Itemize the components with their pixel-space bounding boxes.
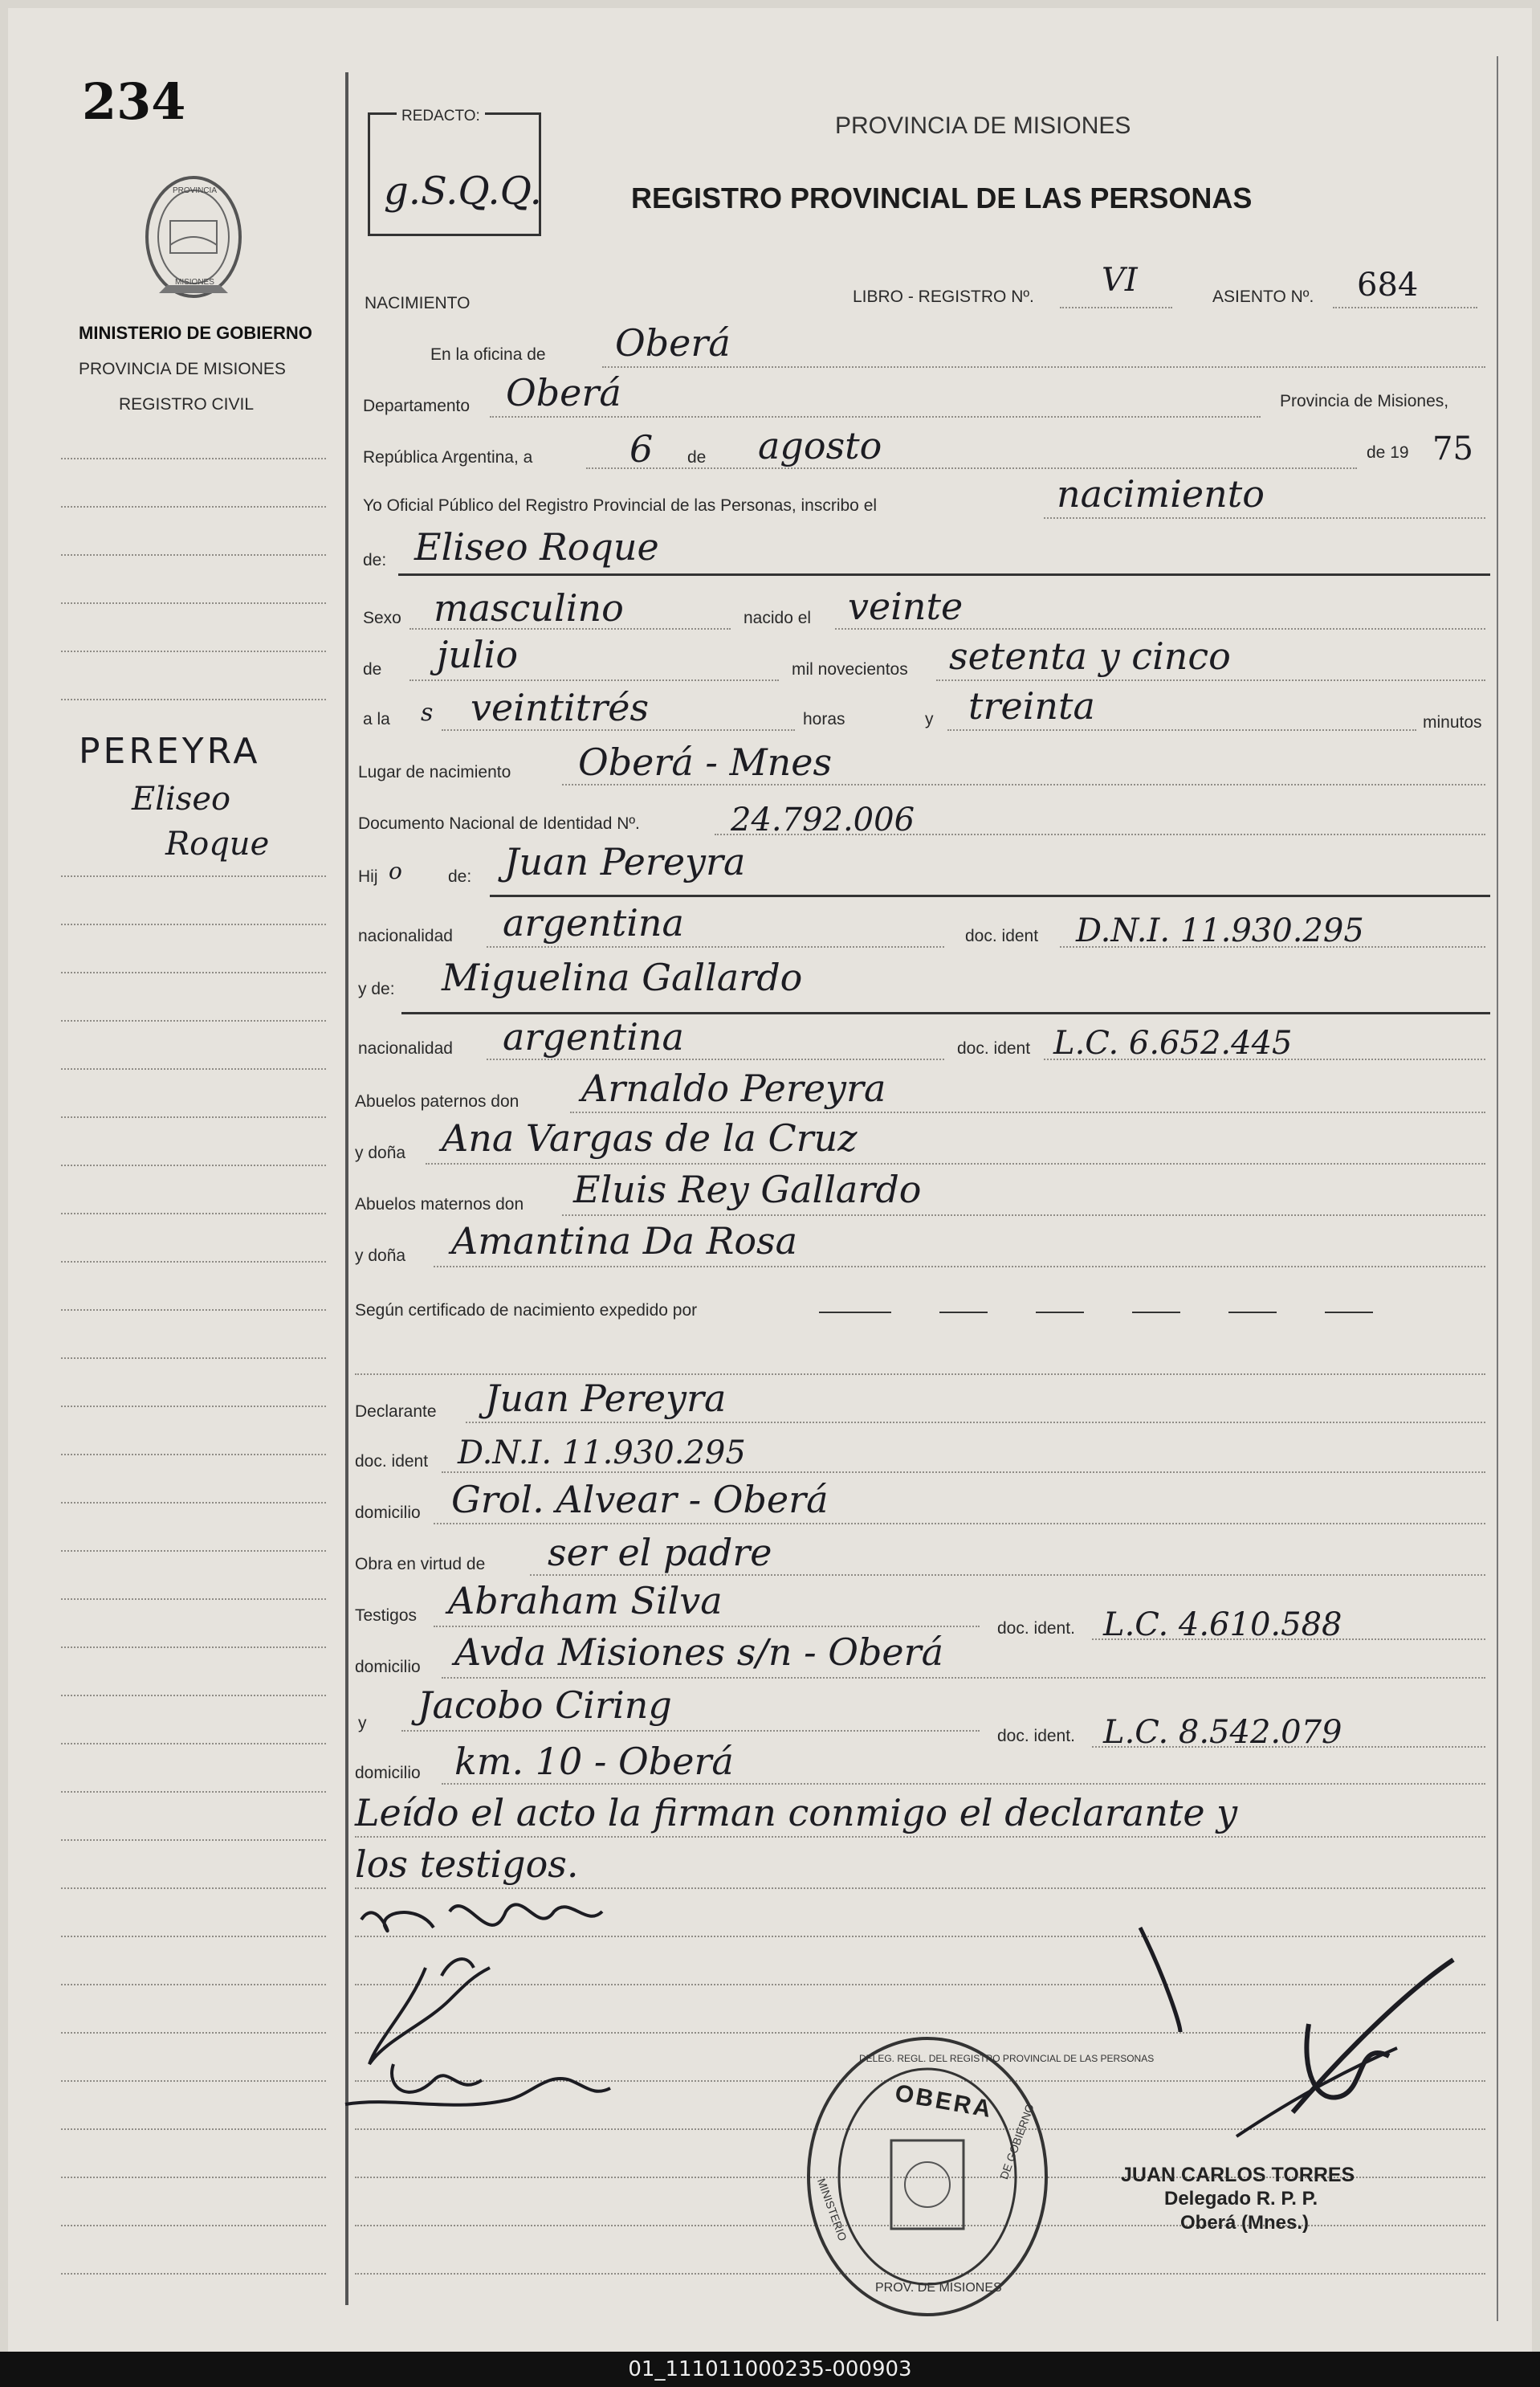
declarante-domicilio-label: domicilio bbox=[355, 1504, 421, 1522]
abuelos-paternos-value: Arnaldo Pereyra bbox=[581, 1067, 886, 1110]
closing-line-1: Leído el acto la firman conmigo el declarante y bbox=[355, 1791, 1238, 1834]
asiento-label: ASIENTO Nº. bbox=[1212, 288, 1314, 306]
declarante-docident-value: D.N.I. 11.930.295 bbox=[458, 1434, 746, 1471]
month-value: agosto bbox=[758, 424, 882, 467]
segun-certificado-label: Según certificado de nacimiento expedido por bbox=[355, 1301, 698, 1320]
stamp-inner-right: DE GOBIERNO bbox=[997, 2102, 1037, 2181]
year-label: de 19 bbox=[1367, 443, 1409, 462]
official-signature-icon bbox=[1100, 1912, 1485, 2152]
abuelos-maternos-label: Abuelos maternos don bbox=[355, 1195, 524, 1214]
seal-text-bottom: MISIONES bbox=[175, 278, 214, 287]
province-label: PROVINCIA DE MISIONES bbox=[79, 360, 286, 378]
lugar-label: Lugar de nacimiento bbox=[358, 763, 511, 781]
testigo1-name: Abraham Silva bbox=[448, 1579, 723, 1622]
obra-label: Obra en virtud de bbox=[355, 1555, 486, 1573]
declarante-label: Declarante bbox=[355, 1402, 437, 1421]
testigo2-docident-label: doc. ident. bbox=[997, 1727, 1075, 1745]
page-number: 234 bbox=[82, 72, 186, 131]
libro-label: LIBRO - REGISTRO Nº. bbox=[853, 288, 1034, 306]
redacto-value: g.S.Q.Q. bbox=[384, 169, 542, 214]
month2-de-label: de bbox=[363, 660, 382, 679]
departamento-value: Oberá bbox=[506, 371, 621, 414]
lugar-value: Oberá - Mnes bbox=[578, 741, 833, 784]
hijo-value: o bbox=[389, 858, 402, 884]
dni-value: 24.792.006 bbox=[731, 802, 915, 839]
margin-surname: PEREYRA bbox=[79, 731, 261, 772]
stamp-bottom: PROV. DE MISIONES bbox=[875, 2281, 1002, 2295]
testigo2-domicilio-label: domicilio bbox=[355, 1764, 421, 1782]
abuela-materna-label: y doña bbox=[355, 1247, 406, 1265]
abuela-paterna-label: y doña bbox=[355, 1144, 406, 1162]
oficial-value: nacimiento bbox=[1057, 472, 1265, 516]
abuela-materna-value: Amantina Da Rosa bbox=[451, 1219, 798, 1263]
libro-value: VI bbox=[1102, 262, 1138, 299]
minutes-value: treinta bbox=[968, 684, 1095, 728]
civil-registry-label: REGISTRO CIVIL bbox=[119, 395, 255, 414]
day-value: 6 bbox=[629, 427, 654, 471]
testigo2-docident-value: L.C. 8.542.079 bbox=[1103, 1714, 1342, 1751]
mother-underline bbox=[401, 1012, 1490, 1014]
right-edge-rule bbox=[1497, 56, 1498, 2321]
closing-line-2: los testigos. bbox=[355, 1842, 579, 1886]
testigo1-domicilio-value: Avda Misiones s/n - Oberá bbox=[454, 1630, 944, 1674]
nacionalidad-father-value: argentina bbox=[503, 901, 684, 945]
nacionalidad-mother-value: argentina bbox=[503, 1015, 684, 1059]
asiento-value: 684 bbox=[1357, 267, 1419, 304]
departamento-label: Departamento bbox=[363, 397, 471, 415]
nacido-value: veinte bbox=[848, 585, 964, 628]
oficina-label: En la oficina de bbox=[430, 345, 546, 364]
official-place: Oberá (Mnes.) bbox=[1180, 2212, 1310, 2234]
abuelos-paternos-label: Abuelos paternos don bbox=[355, 1092, 519, 1111]
abuela-paterna-value: Ana Vargas de la Cruz bbox=[442, 1116, 858, 1160]
nacionalidad-father-label: nacionalidad bbox=[358, 927, 453, 945]
sexo-value: masculino bbox=[434, 586, 624, 630]
testigo2-name: Jacobo Ciring bbox=[418, 1683, 672, 1727]
stamp-inner-left: MINISTERIO bbox=[814, 2177, 849, 2243]
declarante-value: Juan Pereyra bbox=[485, 1377, 727, 1420]
hijo-label: Hij bbox=[358, 867, 378, 886]
year-value: 75 bbox=[1432, 430, 1473, 467]
ministry-label: MINISTERIO DE GOBIERNO bbox=[79, 323, 312, 343]
testigo1-domicilio-label: domicilio bbox=[355, 1658, 421, 1676]
testigo1-docident-label: doc. ident. bbox=[997, 1619, 1075, 1638]
signatures-icon bbox=[329, 1879, 747, 2120]
declarante-domicilio-value: Grol. Alvear - Oberá bbox=[451, 1478, 829, 1521]
document-sheet bbox=[8, 8, 1532, 2352]
stamp-center-top: OBERA bbox=[893, 2079, 996, 2124]
mil-label: mil novecientos bbox=[792, 660, 908, 679]
hours-value: veintitrés bbox=[471, 686, 650, 729]
horas-label: horas bbox=[803, 710, 845, 728]
child-name: Eliseo Roque bbox=[414, 525, 659, 569]
official-name: JUAN CARLOS TORRES bbox=[1121, 2164, 1355, 2186]
testigos-label: Testigos bbox=[355, 1606, 418, 1625]
docident-father-label: doc. ident bbox=[965, 927, 1039, 945]
redacto-label: REDACTO: bbox=[397, 108, 485, 125]
margin-given-name: Eliseo bbox=[132, 781, 231, 818]
dni-label: Documento Nacional de Identidad Nº. bbox=[358, 814, 640, 833]
nacionalidad-mother-label: nacionalidad bbox=[358, 1039, 453, 1058]
name-de-label: de: bbox=[363, 551, 387, 569]
minutos-label: minutos bbox=[1423, 713, 1482, 732]
top-province: PROVINCIA DE MISIONES bbox=[835, 112, 1131, 139]
obra-value: ser el padre bbox=[548, 1531, 772, 1574]
mother-de-label: y de: bbox=[358, 980, 395, 998]
docident-mother-value: L.C. 6.652.445 bbox=[1053, 1025, 1293, 1062]
republica-label: República Argentina, a bbox=[363, 448, 533, 467]
alas-value: s bbox=[421, 699, 434, 727]
segun-dash-marks bbox=[819, 1306, 1381, 1314]
image-id-footer: 01_111011000235-000903 bbox=[0, 2352, 1540, 2387]
official-title: Delegado R. P. P. bbox=[1164, 2188, 1318, 2210]
stamp-ring-text: DELEG. REGL. DEL REGISTRO PROVINCIAL DE LAS PERSONAS bbox=[859, 2053, 1155, 2064]
oficial-label: Yo Oficial Público del Registro Provincial de las Personas, inscribo el bbox=[363, 496, 878, 515]
father-name: Juan Pereyra bbox=[504, 840, 746, 883]
testigo2-y-label: y bbox=[358, 1714, 367, 1732]
abuelos-maternos-value: Eluis Rey Gallardo bbox=[573, 1168, 922, 1211]
margin-middle-name: Roque bbox=[165, 826, 270, 863]
y-label: y bbox=[925, 710, 934, 728]
mother-name: Miguelina Gallardo bbox=[442, 956, 803, 999]
month2-value: julio bbox=[437, 633, 519, 676]
provincia-label: Provincia de Misiones, bbox=[1280, 392, 1449, 410]
oficina-value: Oberá bbox=[615, 321, 731, 365]
nacimiento-label: NACIMIENTO bbox=[365, 294, 471, 312]
name-underline bbox=[398, 573, 1490, 576]
sexo-label: Sexo bbox=[363, 609, 401, 627]
date-de-label: de bbox=[687, 448, 707, 467]
year-words-value: setenta y cinco bbox=[949, 634, 1231, 678]
father-underline bbox=[490, 895, 1490, 897]
testigo1-docident-value: L.C. 4.610.588 bbox=[1103, 1606, 1342, 1643]
docident-mother-label: doc. ident bbox=[957, 1039, 1031, 1058]
register-title: REGISTRO PROVINCIAL DE LAS PERSONAS bbox=[631, 182, 1253, 214]
hijo-de-label: de: bbox=[448, 867, 472, 886]
official-stamp-icon bbox=[803, 2032, 1155, 2321]
seal-text-top: PROVINCIA bbox=[173, 186, 218, 195]
declarante-docident-label: doc. ident bbox=[355, 1452, 429, 1471]
nacido-label: nacido el bbox=[744, 609, 812, 627]
alas-label: a la bbox=[363, 710, 390, 728]
testigo2-domicilio-value: km. 10 - Oberá bbox=[454, 1740, 734, 1783]
docident-father-value: D.N.I. 11.930.295 bbox=[1076, 912, 1364, 949]
